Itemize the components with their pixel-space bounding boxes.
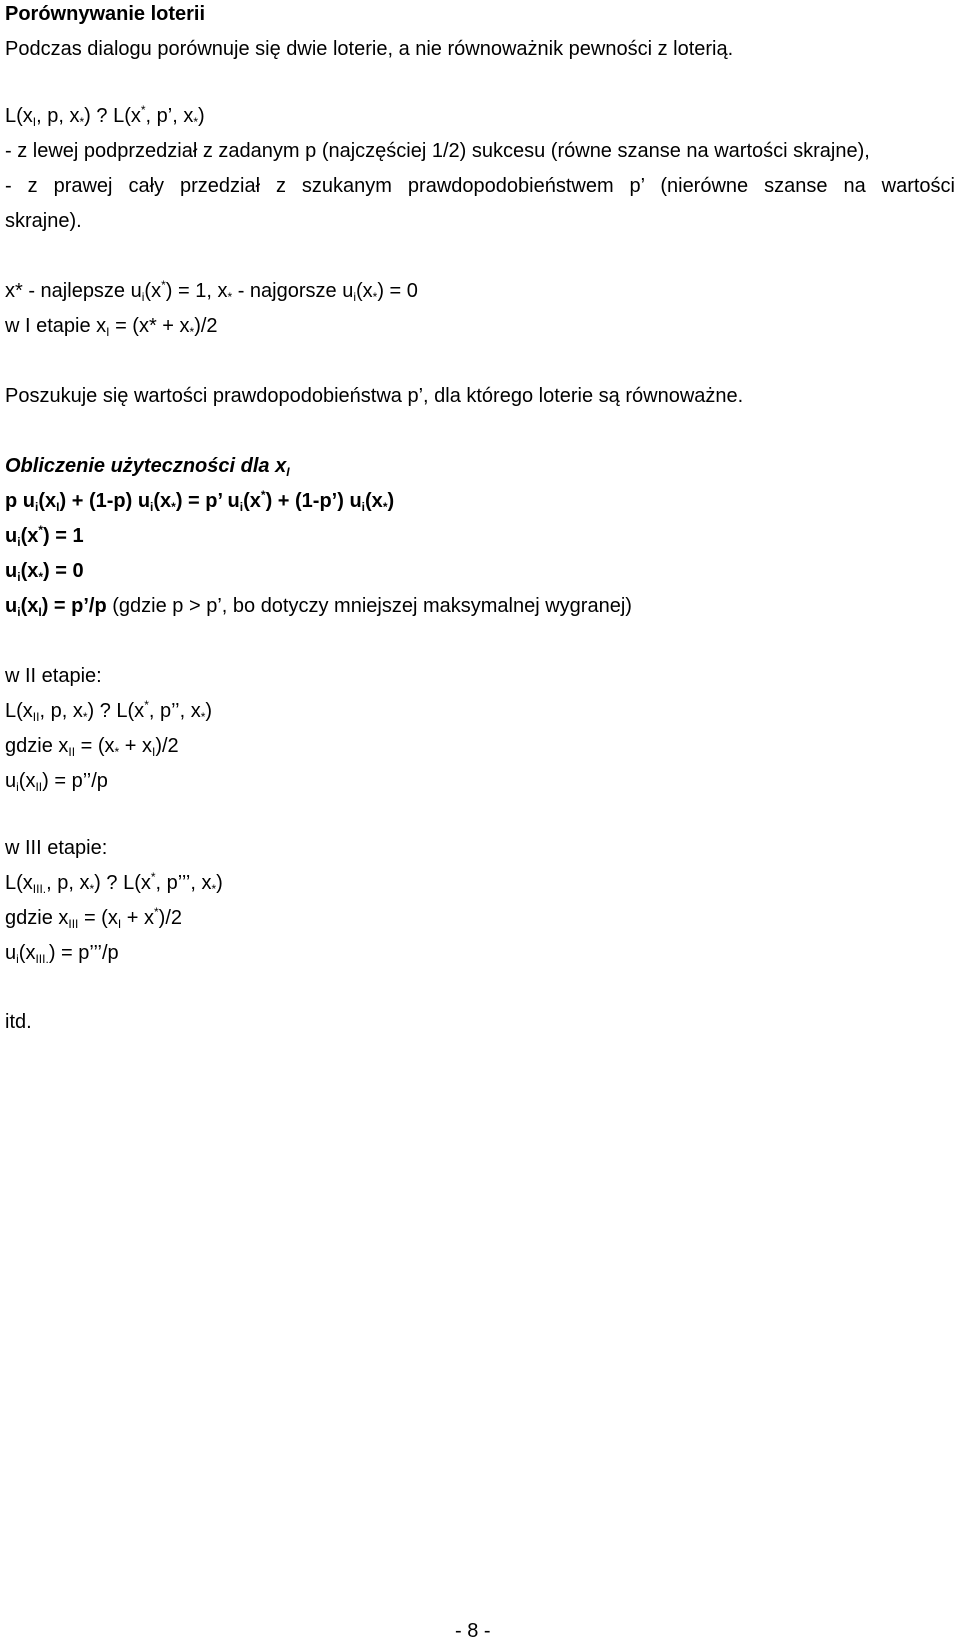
- right-description-line-1: - z prawej cały przedział z szukanym prawdopodobieństwem p’ (nierówne szanse na wartości: [5, 175, 955, 197]
- stage-2-where: gdzie $x_{II} = (x_* + x_I)/2$: [5, 735, 179, 759]
- stage-3-where: gdzie $x_{III} = (x_I + x^*)/2$: [5, 905, 182, 931]
- equation-4: $u_i(x_I)$ = p’/p (gdzie p > p’, bo dotyczy mniejszej maksymalnej wygranej): [5, 595, 632, 619]
- stage-2-heading: w II etapie:: [5, 665, 102, 687]
- intro-paragraph: Podczas dialogu porównuje się dwie loterie, a nie równoważnik pewności z loterią.: [5, 38, 734, 60]
- calculation-heading: Obliczenie użyteczności dla $x_I$: [5, 455, 290, 479]
- lottery-formula: $L(x_I$, p, $x_*$) ? L(x*, p’, $x_*$): [5, 103, 205, 129]
- equation-1: p $u_i(x_I) + (1-p) u_i(x_*) = p$’ $u_i(x^*)$ + (1-p’) $u_i(x_*)$: [5, 488, 395, 514]
- right-description-line-2: skrajne).: [5, 210, 82, 232]
- best-worst-definition: x* - najlepsze $u_i(x^*) = 1$, $x_*$ - najgorsze $u_i(x_*) = 0$: [5, 278, 418, 304]
- document-title: Porównywanie loterii: [5, 3, 206, 25]
- page-number: - 8 -: [455, 1620, 491, 1642]
- equation-2: $u_i(x^*) = 1$: [5, 523, 84, 549]
- etc-text: itd.: [5, 1011, 32, 1033]
- equation-3: $u_i(x_*) = 0$: [5, 560, 84, 584]
- stage-3-heading: w III etapie:: [5, 837, 108, 859]
- stage-2-lottery: $L(x_{II}$, p, $x_*$) ? L(x*, p’’, $x_*$): [5, 698, 213, 724]
- stage-3-utility: $u_i(x_{III.})$ = p’’’/p: [5, 942, 119, 966]
- stage-1-definition: w I etapie $x_I = (x* + x_*)/2$: [5, 315, 218, 339]
- left-description: - z lewej podprzedział z zadanym p (najczęściej 1/2) sukcesu (równe szanse na wartości skrajne),: [5, 140, 870, 162]
- stage-3-lottery: $L(x_{III.}$, p, $x_*$) ? L(x*, p’’’, $x_*$): [5, 870, 223, 896]
- search-statement: Poszukuje się wartości prawdopodobieństwa p’, dla którego loterie są równoważne.: [5, 385, 744, 407]
- stage-2-utility: $u_i(x_{II})$ = p’’/p: [5, 770, 108, 794]
